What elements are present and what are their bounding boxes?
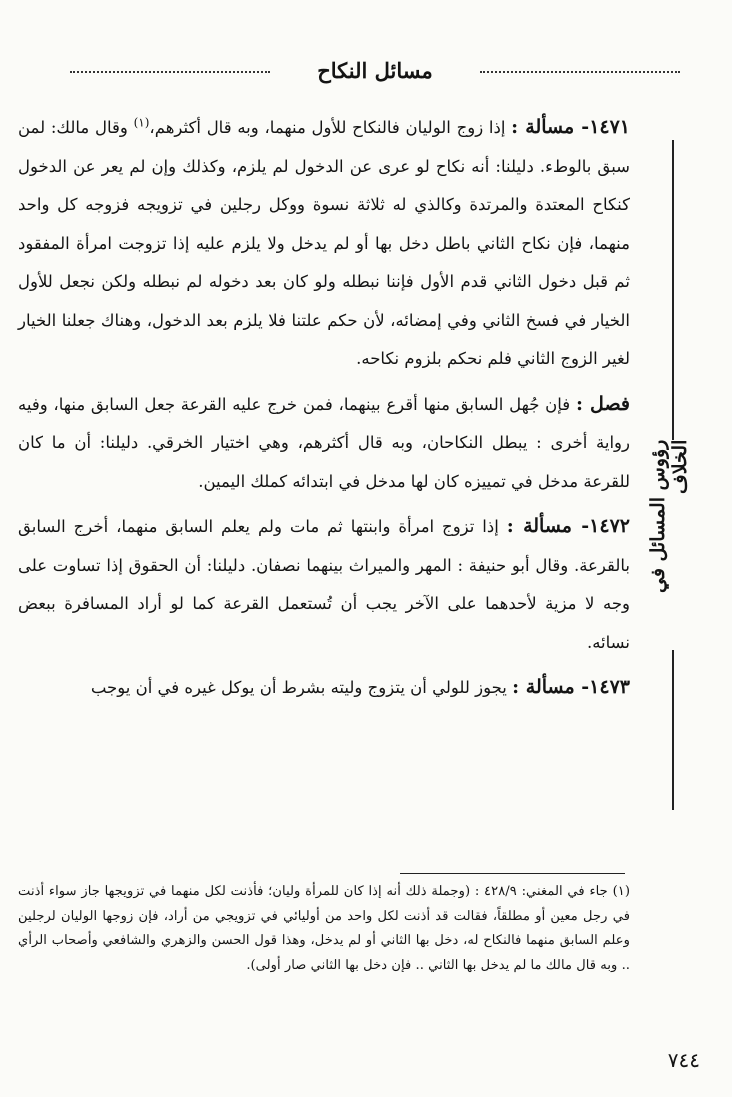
footnote-marker: (١): [612, 884, 630, 899]
paragraph-text: يجوز للولي أن يتزوج وليته بشرط أن يوكل غيره في أن يوجب: [90, 678, 507, 697]
footnote-separator: [400, 873, 625, 874]
header-rule-right: [480, 71, 680, 73]
page-title: مسائل النكاح: [317, 58, 433, 83]
paragraph-1471: [18, 108, 630, 379]
footnote-text: جاء في المغني: ٤٢٨/٩ : (وجملة ذلك أنه إذا كان للمرأة وليان؛ فأذنت لكل منهما في تزويجها جاز سواء أذنت في رجل معين أو مطلقاً، فقالت قد أذنت لكل واحد من أوليائي في تزويجي من أراد، فإن زوجها الوليان لرجلين وعلم السابق منهما فالنكاح له، دخل بها الثاني أو لم يدخل، وهذا قول الحسن والزهري والشافعي وأصحاب الرأي .. وبه قال مالك ما لم يدخل بها الثاني .. فإن دخل بها الثاني صار أولى).: [18, 884, 630, 973]
issue-number: ١٤٧١- مسألة :: [511, 116, 631, 138]
paragraph-1472: [18, 507, 630, 662]
paragraph-fasl: [18, 385, 630, 502]
section-label: فصل :: [575, 392, 631, 415]
paragraph-text: فإن جُهل السابق منها أقرع بينهما، فمن خرج عليه القرعة جعل السابق منها، وفيه رواية أخرى : يبطل النكاحان، وبه قال أكثرهم، وهي اختيار الخرقي. دليلنا: أن ما كان للقرعة مدخل في تمييزه كان لها مدخل في ابتدائه كملك اليمين.: [18, 394, 630, 491]
margin-line-top: [672, 140, 674, 440]
paragraph-1473: [18, 668, 630, 708]
issue-number: ١٤٧٣- مسألة :: [512, 676, 630, 698]
footnote-reference: (١): [133, 115, 150, 130]
footnote: [18, 880, 630, 978]
issue-number: ١٤٧٢- مسألة :: [506, 515, 630, 537]
margin-line-bottom: [672, 650, 674, 810]
paragraph-text: إذا زوج الوليان فالنكاح للأول منهما، وبه قال أكثرهم،: [149, 118, 506, 137]
book-title-vertical: رؤوس المسائل في الخلاف: [647, 440, 691, 594]
running-header: [70, 56, 680, 86]
paragraph-text-continued: وقال مالك: لمن سبق بالوطء. دليلنا: أنه نكاح لو عرى عن الدخول لم يلزم، وكذلك وإن لم يعر عن الدخول كنكاح المعتدة والمرتدة وكالذي له ثلاثة نسوة ووكل رجلين في تزويجه فزوجه كل واحد منهما، فإن نكاح الثاني باطل دخل بها أو لم يدخل ولا يلزم عليه إذا تزوجت امرأة المفقود ثم قبل دخول الثاني قدم الأول فإننا نبطله ولو كان بعد دخوله لم نبطله ولكن نجعل للأول الخيار في فسخ الثاني وفي إمضائه، لأن حكم علتنا فلا يلزم بعد الدخول، وهناك جعلنا الخيار لغير الزوج الثاني فلم نحكم بلزوم نكاحه.: [18, 118, 630, 368]
main-text: [18, 108, 630, 714]
header-rule-left: [70, 71, 270, 73]
paragraph-text: إذا تزوج امرأة وابنتها ثم مات ولم يعلم السابق منهما، أخرج السابق بالقرعة. وقال أبو حنيفة : المهر والميراث بينهما نصفان. دليلنا: أن الحقوق إذا تساوت على وجه لا مزية لأحدهما على الآخر يجب أن تُستعمل القرعة كما لو أراد المسافرة ببعض نسائه.: [18, 517, 630, 652]
page-number: ٧٤٤: [667, 1048, 700, 1072]
